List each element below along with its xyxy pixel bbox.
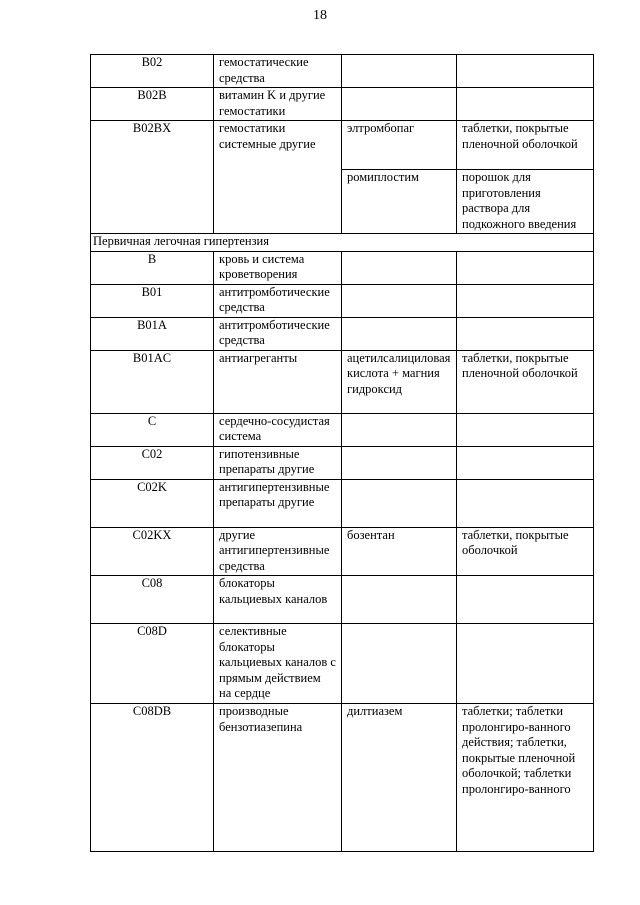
group-name-cell: антиагреганты [214, 350, 342, 413]
atc-code-cell: C02 [91, 446, 214, 479]
table-row [91, 251, 594, 284]
atc-code-cell: B [91, 251, 214, 284]
table-row [91, 576, 594, 624]
group-name-cell: гемостатики системные другие [214, 121, 342, 234]
table-row [91, 121, 594, 170]
group-name-cell: гипотензивные препараты другие [214, 446, 342, 479]
atc-code-cell: C02K [91, 479, 214, 527]
table-row [91, 350, 594, 413]
atc-code-cell: C02KX [91, 527, 214, 576]
drug-name-cell: элтромбопаг [342, 121, 457, 170]
dosage-form-cell: порошок для приготовления раствора для подкожного введения [457, 170, 594, 234]
table-row [91, 317, 594, 350]
atc-code-cell: C [91, 413, 214, 446]
dosage-form-cell [457, 446, 594, 479]
section-heading: Первичная легочная гипертензия [91, 234, 594, 252]
dosage-form-cell: таблетки, покрытые пленочной оболочкой [457, 350, 594, 413]
drug-name-cell [342, 479, 457, 527]
dosage-form-cell [457, 55, 594, 88]
medication-table [90, 54, 594, 852]
atc-code-cell: C08 [91, 576, 214, 624]
atc-code-cell: B01 [91, 284, 214, 317]
drug-name-cell: ромиплостим [342, 170, 457, 234]
table-row [91, 284, 594, 317]
drug-name-cell [342, 317, 457, 350]
page-number: 18 [313, 8, 327, 23]
drug-name-cell [342, 413, 457, 446]
atc-code-cell: C08D [91, 624, 214, 704]
dosage-form-cell [457, 251, 594, 284]
group-name-cell: селективные блокаторы кальциевых каналов с прямым действием на сердце [214, 624, 342, 704]
table-row [91, 624, 594, 704]
group-name-cell: антигипертензивные препараты другие [214, 479, 342, 527]
drug-name-cell [342, 88, 457, 121]
table-row [91, 446, 594, 479]
atc-code-cell: C08DB [91, 704, 214, 852]
drug-name-cell [342, 55, 457, 88]
drug-name-cell [342, 624, 457, 704]
section-row [91, 234, 594, 252]
group-name-cell: антитромботические средства [214, 284, 342, 317]
drug-name-cell [342, 446, 457, 479]
group-name-cell: блокаторы кальциевых каналов [214, 576, 342, 624]
dosage-form-cell [457, 479, 594, 527]
dosage-form-cell [457, 624, 594, 704]
drug-name-cell: ацетилсалициловая кислота + магния гидроксид [342, 350, 457, 413]
table-row [91, 527, 594, 576]
dosage-form-cell [457, 413, 594, 446]
dosage-form-cell: таблетки; таблетки пролонгиро-ванного действия; таблетки, покрытые пленочной оболочкой; таблетки пролонгиро-ванного [457, 704, 594, 852]
group-name-cell: витамин K и другие гемостатики [214, 88, 342, 121]
group-name-cell: антитромботические средства [214, 317, 342, 350]
table-row [91, 88, 594, 121]
atc-code-cell: B02 [91, 55, 214, 88]
table-row [91, 55, 594, 88]
dosage-form-cell: таблетки, покрытые пленочной оболочкой [457, 121, 594, 170]
atc-code-cell: B02B [91, 88, 214, 121]
group-name-cell: производные бензотиазепина [214, 704, 342, 852]
group-name-cell: гемостатические средства [214, 55, 342, 88]
group-name-cell: другие антигипертензивные средства [214, 527, 342, 576]
group-name-cell: сердечно-сосудистая система [214, 413, 342, 446]
group-name-cell: кровь и система кроветворения [214, 251, 342, 284]
dosage-form-cell [457, 317, 594, 350]
table-body [91, 55, 594, 852]
atc-code-cell: B01AC [91, 350, 214, 413]
table-row [91, 413, 594, 446]
drug-name-cell: дилтиазем [342, 704, 457, 852]
dosage-form-cell [457, 576, 594, 624]
atc-code-cell: B01A [91, 317, 214, 350]
dosage-form-cell [457, 284, 594, 317]
drug-name-cell [342, 284, 457, 317]
table-row [91, 479, 594, 527]
dosage-form-cell [457, 88, 594, 121]
drug-name-cell [342, 576, 457, 624]
table-row [91, 704, 594, 852]
drug-name-cell [342, 251, 457, 284]
atc-code-cell: B02BX [91, 121, 214, 234]
dosage-form-cell: таблетки, покрытые оболочкой [457, 527, 594, 576]
drug-name-cell: бозентан [342, 527, 457, 576]
